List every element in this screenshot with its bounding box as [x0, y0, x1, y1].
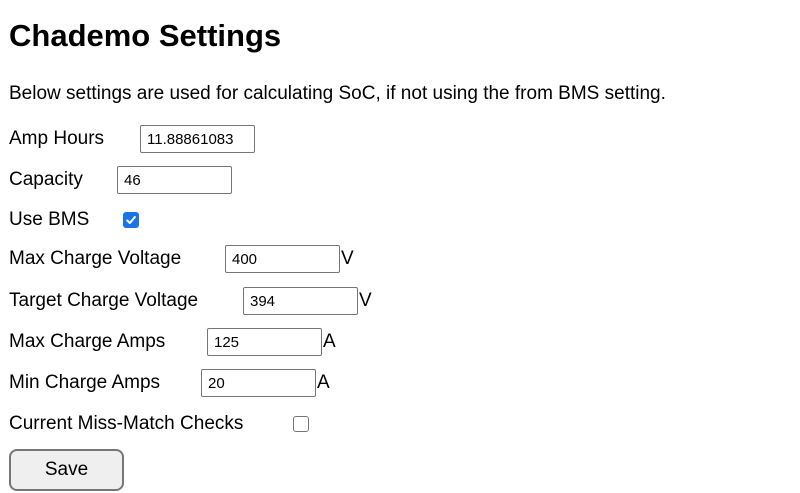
- min-charge-amps-input[interactable]: [201, 369, 316, 397]
- use-bms-checkbox[interactable]: [123, 212, 139, 228]
- capacity-label: Capacity: [9, 169, 83, 190]
- min-charge-amps-label: Min Charge Amps: [9, 372, 161, 393]
- intro-text: Below settings are used for calculating SoC, if not using the from BMS setting.: [9, 83, 666, 104]
- target-charge-voltage-input[interactable]: [243, 287, 358, 315]
- current-mismatch-checkbox[interactable]: [293, 416, 309, 432]
- use-bms-label: Use BMS: [9, 209, 90, 230]
- target-charge-voltage-label: Target Charge Voltage: [9, 290, 199, 311]
- max-charge-amps-input[interactable]: [207, 328, 322, 356]
- checkmark-icon: [125, 214, 137, 226]
- page-title: Chademo Settings: [9, 18, 282, 53]
- max-charge-amps-label: Max Charge Amps: [9, 331, 166, 352]
- max-charge-voltage-label: Max Charge Voltage: [9, 248, 182, 269]
- target-charge-voltage-row: [9, 286, 372, 316]
- capacity-input[interactable]: [117, 166, 232, 194]
- amp-hours-row: [9, 124, 255, 154]
- current-mismatch-row: [9, 409, 309, 439]
- max-charge-voltage-input[interactable]: [225, 245, 340, 273]
- amp-hours-input[interactable]: [140, 125, 255, 153]
- max-charge-amps-unit: A: [323, 331, 336, 352]
- max-charge-amps-row: [9, 327, 336, 357]
- target-charge-voltage-unit: V: [359, 290, 372, 311]
- current-mismatch-label: Current Miss-Match Checks: [9, 413, 244, 434]
- min-charge-amps-row: [9, 368, 330, 398]
- max-charge-voltage-unit: V: [341, 248, 354, 269]
- save-button[interactable]: Save: [9, 449, 124, 491]
- min-charge-amps-unit: A: [317, 372, 330, 393]
- max-charge-voltage-row: [9, 244, 354, 274]
- capacity-row: [9, 165, 232, 195]
- use-bms-row: [9, 205, 139, 235]
- amp-hours-label: Amp Hours: [9, 128, 105, 149]
